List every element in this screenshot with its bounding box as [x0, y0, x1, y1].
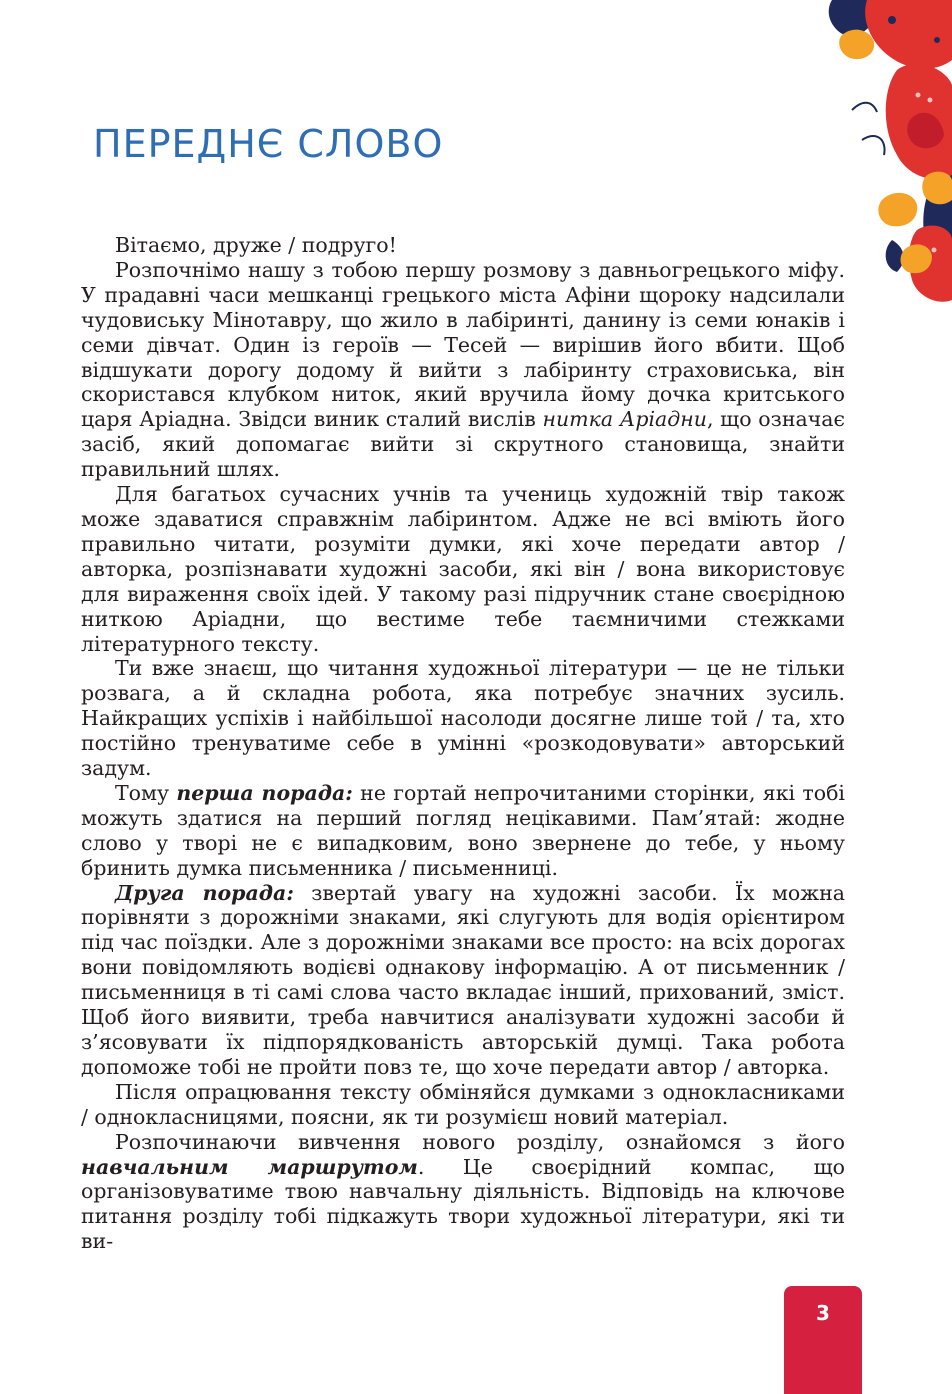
- paragraph-route: [81, 1130, 845, 1255]
- text-span: Розпочинаючи вивчення нового розділу, ознайомся з його: [115, 1129, 845, 1154]
- text-span: Розпочнімо нашу з тобою першу розмову з давньогрецького міфу. У прадавні часи мешканці грецького міста Афіни щороку надсилали чудовиську Мінотавру, що жило в лабіринті, данину із семи юнаків і семи дівчат. Один із героїв — Тесей — вирішив його вбити. Щоб відшукати дорогу додому й вийти з лабіринту страховиська, він скористався клубком ниток, який вручила йому дочка критського царя Аріадна. Звідси виник сталий вислів: [81, 257, 845, 432]
- paragraph-reading: Ти вже знаєш, що читання художньої літератури — це не тільки розвага, а й складна робота, яка потребує значних зусиль. Найкращих успіхів і найбільшої насолоди досягне лише той / та, хто постійно тренуватиме себе в умінні «розкодовувати» авторський задум.: [81, 656, 845, 781]
- paragraph-greeting: Вітаємо, друже / подруго!: [115, 233, 397, 257]
- text-span: . Це своєрідний компас, що організовуватиме твою навчальну діяльність. Відповідь на ключове питання розділу тобі підкажуть твори художньої літератури, які ти ви-: [81, 1154, 845, 1254]
- paragraph-second-advice: [81, 881, 845, 1080]
- text-span: не гортай непрочитаними сторінки, які тобі можуть здатися на перший погляд нецікавими. Пам’ятай: жодне слово у творі не є випадковим, воно звернене до тебе, у ньому бринить думка письменника / письменниці.: [81, 780, 845, 880]
- first-advice-label: перша порада:: [176, 780, 353, 805]
- body-text: [81, 233, 845, 1254]
- learning-route-term: навчальним маршрутом: [81, 1154, 418, 1179]
- paragraph-discussion: Після опрацювання тексту обміняйся думками з однокласниками / однокласницями, поясни, як ти розумієш новий матеріал.: [81, 1079, 845, 1129]
- paragraph-first-advice: [81, 781, 845, 881]
- second-advice-label: Друга порада:: [115, 880, 294, 905]
- paragraph-labyrinth: Для багатьох сучасних учнів та учениць художній твір також може здаватися справжнім лабіринтом. Адже не всі вміють його правильно читати, розуміти думки, які хоче передати автор / авторка, розпізнавати художні засоби, які він / вона використовує для вираження своїх ідей. У такому разі підручник стане своєрідною ниткою Аріадни, що вестиме тебе таємничими стежками літературного тексту.: [81, 482, 845, 656]
- page-title: ПЕРЕДНЄ СЛОВО: [93, 122, 444, 166]
- text-span: звертай увагу на художні засоби. Їх можна порівняти з дорожніми знаками, які слугують для водія орієнтиром під час поїздки. Але з дорожніми знаками все просто: на всіх дорогах вони повідомляють водієві однакову інформацію. А от письменник / письменниця в ті самі слова часто вкладає інший, прихований, зміст. Щоб його виявити, треба навчитися аналізувати художні засоби й з’ясовувати їх підпорядкованість авторській думці. Така робота допоможе тобі не пройти повз те, що хоче передати автор / авторка.: [81, 880, 845, 1079]
- text-span: Тому: [115, 780, 177, 805]
- term-ariadne-thread: нитка Аріадни: [542, 407, 707, 432]
- page-number-tab: 3: [784, 1286, 862, 1394]
- text-span: , що означає засіб, який допомагає вийти зі скрутного становища, знайти правильний шлях.: [81, 407, 845, 482]
- paragraph-myth: [81, 258, 845, 482]
